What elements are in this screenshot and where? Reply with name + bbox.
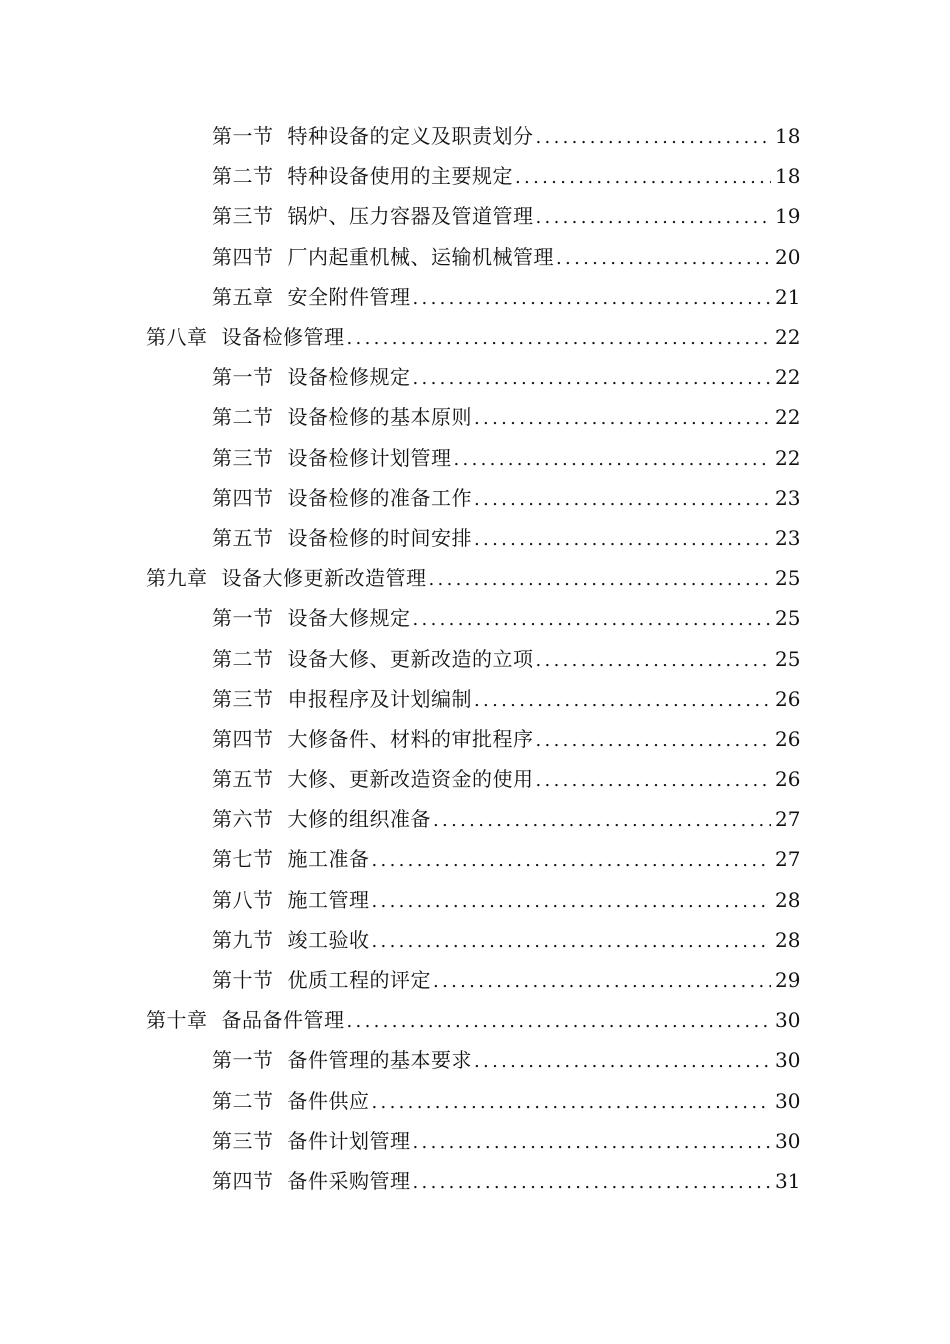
- toc-entry-title: 特种设备的定义及职责划分: [287, 124, 534, 149]
- toc-entry-label: [212, 839, 370, 879]
- toc-entry-label: [146, 1000, 345, 1040]
- toc-entry-label: [212, 156, 513, 196]
- toc-dot-leader: [347, 1000, 772, 1040]
- toc-entry-number: 第四节: [212, 244, 274, 269]
- toc-entry-title: 备件供应: [287, 1088, 370, 1113]
- toc-page-number: 22: [775, 325, 801, 350]
- toc-entry-number: 第一节: [212, 1048, 274, 1073]
- toc-dot-leader: [372, 839, 772, 879]
- toc-page-number: 22: [775, 445, 801, 470]
- toc-entry-label: [212, 880, 370, 920]
- toc-entry-number: 第四节: [212, 726, 274, 751]
- toc-entry-number: 第二节: [212, 1088, 274, 1113]
- toc-dot-leader: [433, 960, 771, 1000]
- toc-entry-title: 设备大修、更新改造的立项: [287, 646, 534, 671]
- toc-section-entry[interactable]: [0, 1081, 950, 1121]
- toc-dot-leader: [372, 880, 772, 920]
- toc-dot-leader: [536, 759, 772, 799]
- toc-entry-label: [146, 317, 345, 357]
- toc-chapter-entry[interactable]: [0, 558, 950, 598]
- toc-page-number: 28: [775, 887, 801, 912]
- toc-entry-number: 第五章: [212, 284, 274, 309]
- toc-section-entry[interactable]: [0, 438, 950, 478]
- toc-page-number: 27: [775, 807, 801, 832]
- toc-entry-title: 大修备件、材料的审批程序: [287, 726, 534, 751]
- toc-section-entry[interactable]: [0, 478, 950, 518]
- toc-entry-title: 设备检修计划管理: [287, 445, 452, 470]
- toc-entry-label: [212, 759, 534, 799]
- toc-entry-number: 第八节: [212, 887, 274, 912]
- toc-section-entry[interactable]: [0, 277, 950, 317]
- toc-section-entry[interactable]: [0, 357, 950, 397]
- toc-entry-number: 第三节: [212, 1128, 274, 1153]
- toc-entry-label: [212, 277, 411, 317]
- toc-entry-title: 设备检修的基本原则: [287, 405, 472, 430]
- toc-section-entry[interactable]: [0, 1161, 950, 1201]
- toc-entry-number: 第一节: [212, 124, 274, 149]
- toc-entry-number: 第二节: [212, 164, 274, 189]
- toc-entry-label: [212, 357, 411, 397]
- toc-section-entry[interactable]: [0, 237, 950, 277]
- toc-entry-label: [212, 719, 534, 759]
- toc-page-number: 21: [775, 284, 801, 309]
- toc-section-entry[interactable]: [0, 799, 950, 839]
- toc-page-number: 26: [775, 767, 801, 792]
- toc-dot-leader: [474, 679, 771, 719]
- toc-section-entry[interactable]: [0, 518, 950, 558]
- toc-entry-label: [212, 960, 431, 1000]
- toc-page-number: 18: [775, 164, 801, 189]
- toc-entry-label: [212, 397, 472, 437]
- toc-entry-label: [212, 478, 472, 518]
- toc-entry-title: 设备大修规定: [287, 606, 411, 631]
- toc-dot-leader: [536, 196, 772, 236]
- toc-entry-title: 设备检修规定: [287, 365, 411, 390]
- toc-section-entry[interactable]: [0, 679, 950, 719]
- toc-section-entry[interactable]: [0, 638, 950, 678]
- toc-page-number: 31: [775, 1168, 801, 1193]
- toc-dot-leader: [536, 639, 772, 679]
- toc-section-entry[interactable]: [0, 960, 950, 1000]
- toc-page-number: 22: [775, 405, 801, 430]
- toc-dot-leader: [474, 1040, 771, 1080]
- toc-entry-label: [146, 558, 427, 598]
- toc-entry-label: [212, 1161, 411, 1201]
- toc-entry-title: 设备大修更新改造管理: [221, 566, 427, 591]
- toc-page-number: 23: [775, 525, 801, 550]
- toc-entry-label: [212, 679, 472, 719]
- toc-entry-number: 第二节: [212, 646, 274, 671]
- toc-page-number: 22: [775, 365, 801, 390]
- toc-entry-number: 第九章: [146, 566, 208, 591]
- toc-dot-leader: [413, 357, 772, 397]
- toc-page-number: 23: [775, 485, 801, 510]
- toc-entry-title: 申报程序及计划编制: [287, 686, 472, 711]
- toc-entry-title: 备件管理的基本要求: [287, 1048, 472, 1073]
- toc-page-number: 25: [775, 566, 801, 591]
- toc-dot-leader: [536, 116, 772, 156]
- toc-entry-title: 大修的组织准备: [287, 807, 431, 832]
- toc-page-number: 26: [775, 726, 801, 751]
- toc-page-number: 30: [775, 1088, 801, 1113]
- toc-entry-label: [212, 639, 534, 679]
- toc-dot-leader: [474, 518, 771, 558]
- toc-entry-number: 第三节: [212, 204, 274, 229]
- toc-entry-label: [212, 920, 370, 960]
- toc-entry-title: 设备检修的准备工作: [287, 485, 472, 510]
- toc-section-entry[interactable]: [0, 196, 950, 236]
- toc-dot-leader: [372, 920, 772, 960]
- toc-entry-number: 第六节: [212, 807, 274, 832]
- toc-dot-leader: [474, 478, 771, 518]
- toc-dot-leader: [474, 397, 771, 437]
- toc-dot-leader: [515, 156, 771, 196]
- toc-dot-leader: [347, 317, 772, 357]
- toc-dot-leader: [556, 237, 771, 277]
- toc-section-entry[interactable]: [0, 759, 950, 799]
- toc-entry-title: 施工准备: [287, 847, 370, 872]
- toc-entry-label: [212, 1040, 472, 1080]
- toc-dot-leader: [413, 598, 772, 638]
- toc-page-number: 26: [775, 686, 801, 711]
- toc-section-entry[interactable]: [0, 839, 950, 879]
- toc-section-entry[interactable]: [0, 116, 950, 156]
- toc-entry-title: 备件采购管理: [287, 1168, 411, 1193]
- toc-dot-leader: [454, 438, 772, 478]
- toc-entry-title: 大修、更新改造资金的使用: [287, 767, 534, 792]
- toc-section-entry[interactable]: [0, 156, 950, 196]
- toc-page-number: 29: [775, 968, 801, 993]
- toc-page-number: 30: [775, 1048, 801, 1073]
- toc-section-entry[interactable]: [0, 1040, 950, 1080]
- toc-entry-number: 第十节: [212, 968, 274, 993]
- toc-entry-number: 第二节: [212, 405, 274, 430]
- toc-entry-title: 设备检修管理: [221, 325, 345, 350]
- toc-entry-label: [212, 1121, 411, 1161]
- toc-entry-label: [212, 116, 534, 156]
- toc-entry-number: 第十章: [146, 1008, 208, 1033]
- toc-entry-label: [212, 196, 534, 236]
- toc-entry-label: [212, 438, 452, 478]
- toc-entry-number: 第四节: [212, 485, 274, 510]
- toc-page-number: 28: [775, 927, 801, 952]
- toc-page-number: 19: [775, 204, 801, 229]
- toc-entry-number: 第一节: [212, 606, 274, 631]
- toc-dot-leader: [433, 799, 771, 839]
- toc-entry-label: [212, 598, 411, 638]
- toc-section-entry[interactable]: [0, 1121, 950, 1161]
- toc-entry-title: 备件计划管理: [287, 1128, 411, 1153]
- toc-entry-number: 第七节: [212, 847, 274, 872]
- toc-entry-title: 竣工验收: [287, 927, 370, 952]
- toc-entry-number: 第一节: [212, 365, 274, 390]
- toc-entry-title: 锅炉、压力容器及管道管理: [287, 204, 534, 229]
- toc-entry-label: [212, 518, 472, 558]
- toc-section-entry[interactable]: [0, 397, 950, 437]
- toc-dot-leader: [429, 558, 772, 598]
- table-of-contents: [0, 116, 950, 1201]
- toc-entry-title: 安全附件管理: [287, 284, 411, 309]
- toc-dot-leader: [413, 1161, 772, 1201]
- toc-entry-number: 第三节: [212, 445, 274, 470]
- toc-section-entry[interactable]: [0, 880, 950, 920]
- toc-dot-leader: [413, 1121, 772, 1161]
- toc-section-entry[interactable]: [0, 598, 950, 638]
- toc-section-entry[interactable]: [0, 719, 950, 759]
- toc-entry-number: 第八章: [146, 325, 208, 350]
- toc-page-number: 20: [775, 244, 801, 269]
- toc-dot-leader: [536, 719, 772, 759]
- toc-entry-number: 第九节: [212, 927, 274, 952]
- toc-chapter-entry[interactable]: [0, 1000, 950, 1040]
- toc-chapter-entry[interactable]: [0, 317, 950, 357]
- toc-entry-title: 备品备件管理: [221, 1008, 345, 1033]
- toc-page-number: 25: [775, 606, 801, 631]
- toc-section-entry[interactable]: [0, 920, 950, 960]
- toc-entry-title: 设备检修的时间安排: [287, 525, 472, 550]
- toc-page-number: 25: [775, 646, 801, 671]
- toc-page-number: 18: [775, 124, 801, 149]
- toc-page-number: 30: [775, 1008, 801, 1033]
- toc-entry-title: 特种设备使用的主要规定: [287, 164, 513, 189]
- toc-entry-number: 第五节: [212, 767, 274, 792]
- toc-entry-title: 厂内起重机械、运输机械管理: [287, 244, 554, 269]
- toc-page-number: 27: [775, 847, 801, 872]
- toc-entry-title: 优质工程的评定: [287, 968, 431, 993]
- toc-entry-label: [212, 1081, 370, 1121]
- toc-entry-title: 施工管理: [287, 887, 370, 912]
- toc-entry-number: 第三节: [212, 686, 274, 711]
- toc-entry-number: 第五节: [212, 525, 274, 550]
- toc-dot-leader: [372, 1081, 772, 1121]
- toc-entry-label: [212, 799, 431, 839]
- toc-dot-leader: [413, 277, 772, 317]
- toc-entry-number: 第四节: [212, 1168, 274, 1193]
- toc-entry-label: [212, 237, 554, 277]
- toc-page-number: 30: [775, 1128, 801, 1153]
